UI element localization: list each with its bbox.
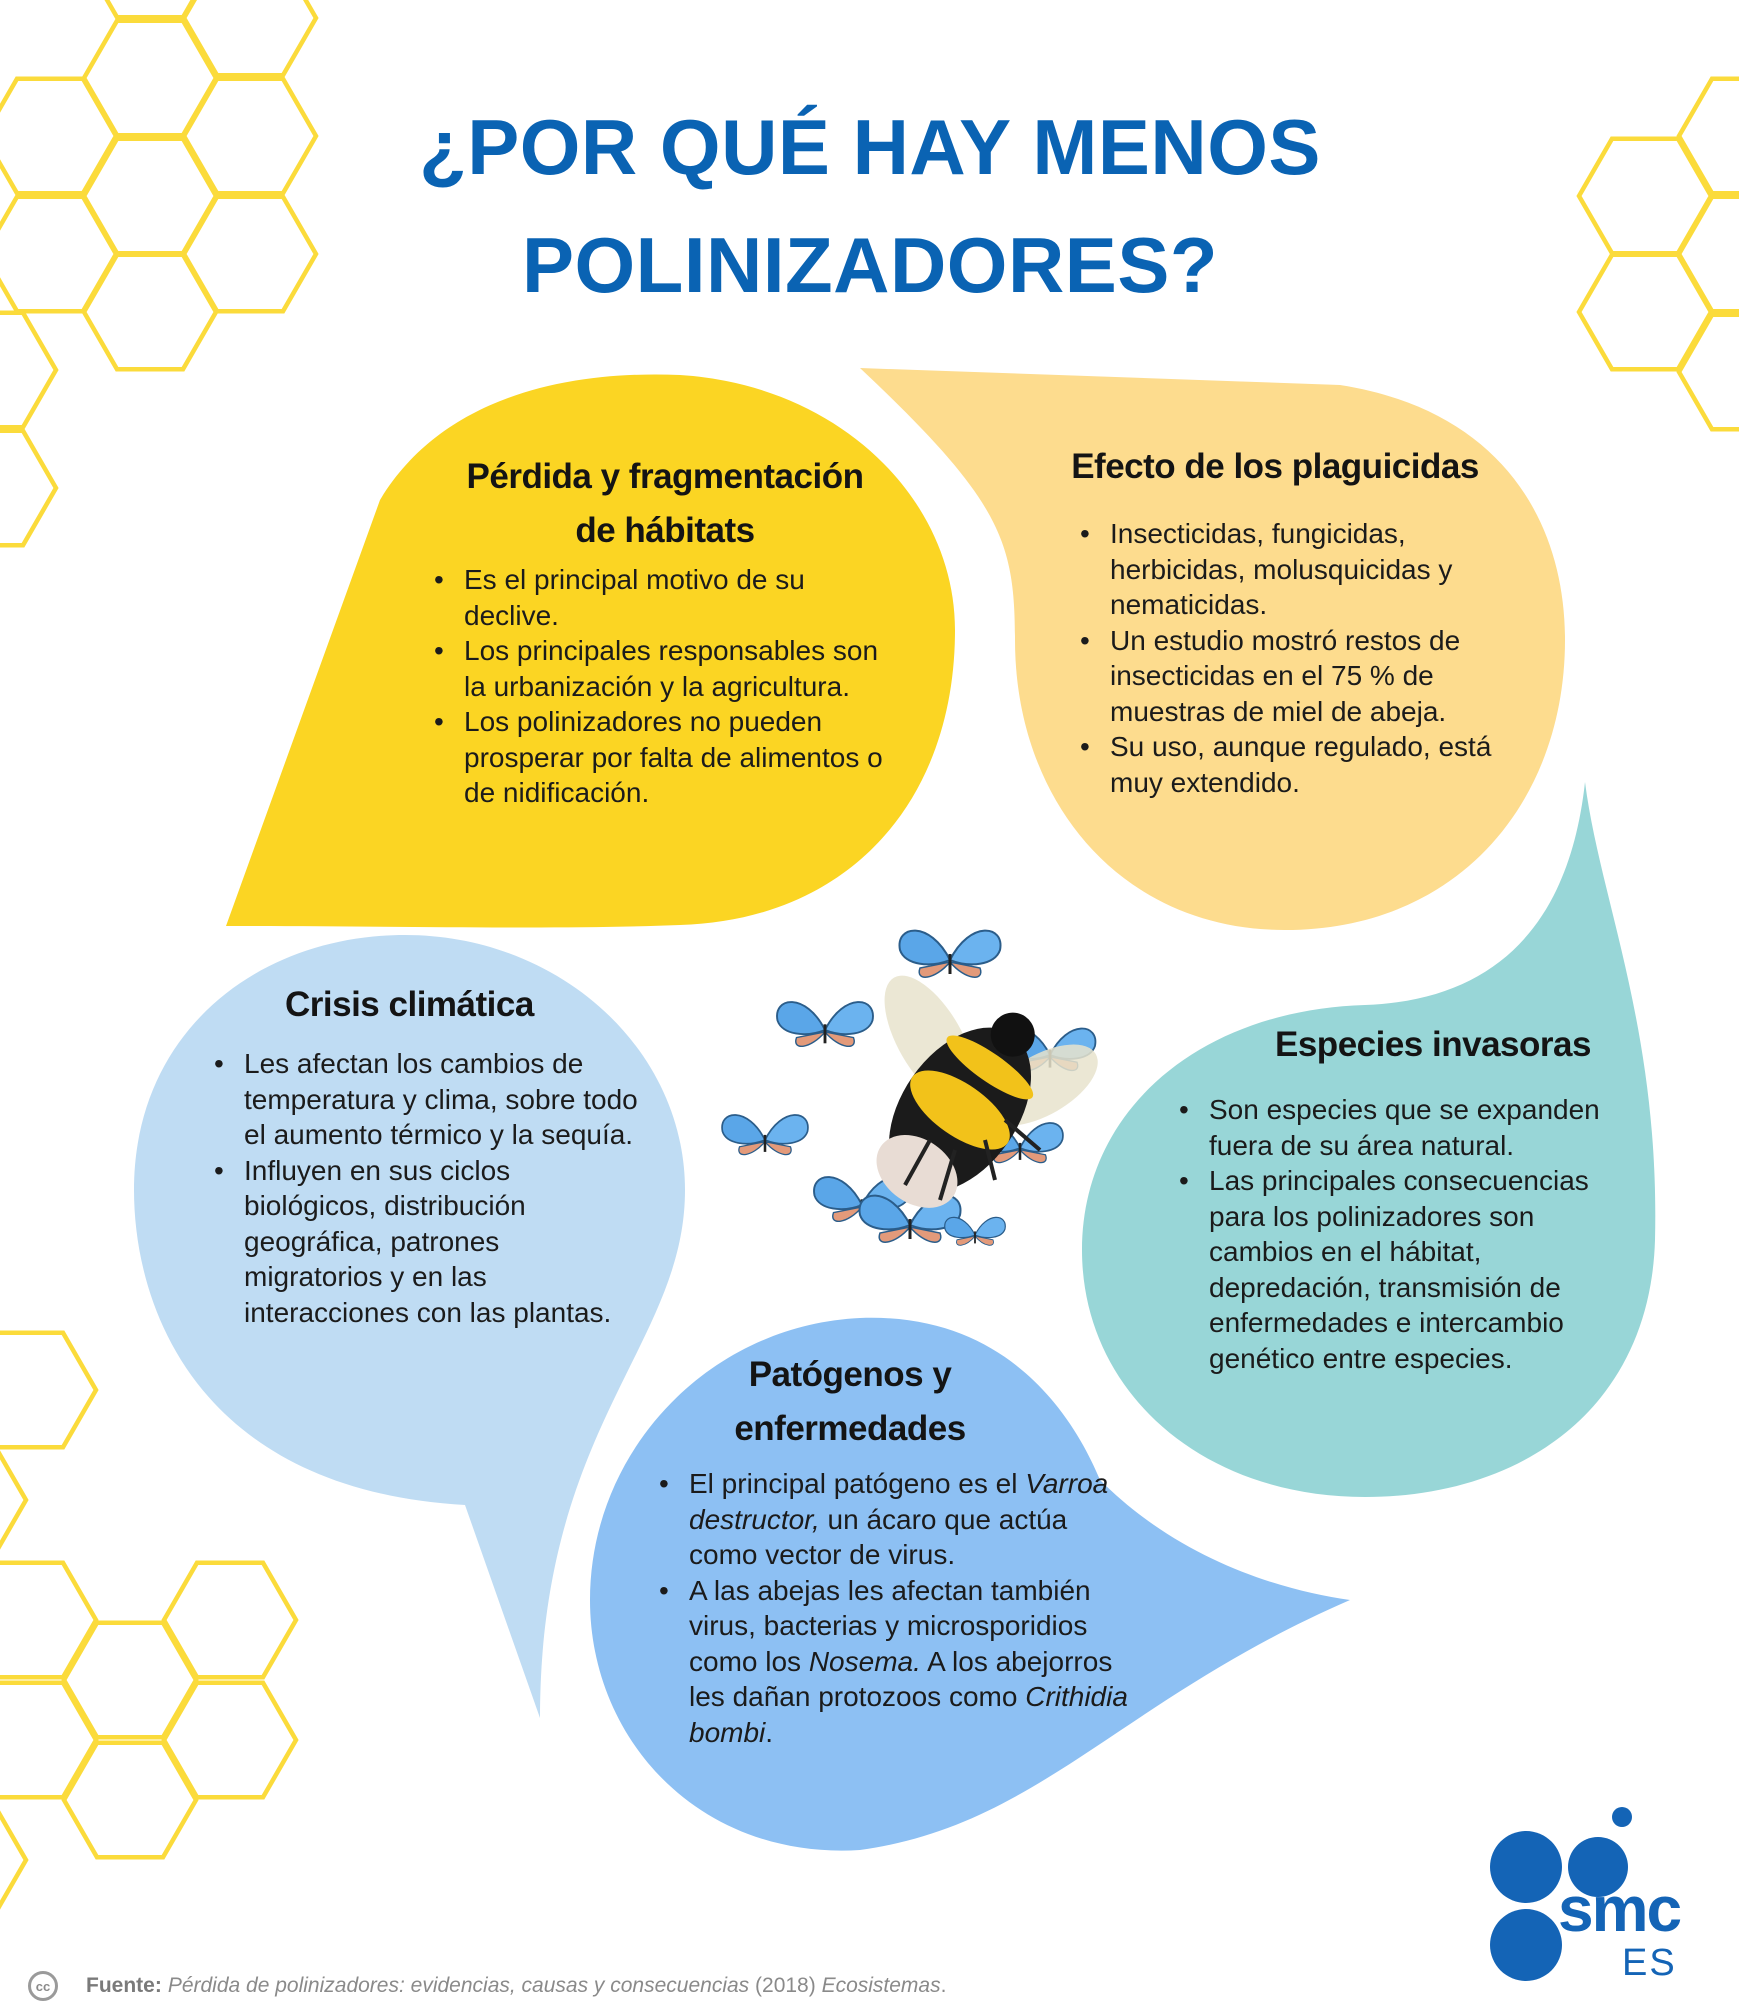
species-name: Crithidia bombi	[689, 1681, 1128, 1748]
invasive-card	[1175, 1018, 1625, 1376]
hexagon-shape	[0, 1333, 96, 1447]
hexagon-shape	[1679, 315, 1739, 429]
page-title	[270, 88, 1470, 324]
list-item: • Les afectan los cambios de temperatura y clima, sobre todo el aumento térmico y la sequía.	[244, 1046, 644, 1153]
list-item: • Son especies que se expanden fuera de su área natural.	[1209, 1092, 1629, 1163]
hexagon-shape	[0, 1563, 96, 1677]
logo-subtext: ES	[1622, 1942, 1677, 1984]
hexagon-shape	[84, 0, 216, 17]
footer-end: .	[940, 1974, 947, 1997]
pathogens-heading	[655, 1348, 1045, 1456]
pesticides-heading	[1050, 440, 1500, 494]
butterfly-icon	[777, 1002, 873, 1046]
climate-heading	[285, 978, 630, 1032]
hexagon-shape	[1679, 197, 1739, 311]
hexagon-shape	[0, 79, 116, 193]
hexagon-shape	[0, 1443, 26, 1557]
species-name: Varroa destructor,	[689, 1468, 1109, 1535]
species-name: Nosema.	[808, 1645, 921, 1677]
climate-card	[210, 978, 638, 1330]
invasive-heading	[1275, 1018, 1625, 1072]
pathogens-heading-line-2: enfermedades	[734, 1409, 966, 1448]
invasive-list	[1175, 1092, 1629, 1376]
title-line-1: ¿POR QUÉ HAY MENOS	[419, 103, 1321, 191]
pesticides-card	[1050, 440, 1500, 800]
footer-year: (2018)	[749, 1974, 822, 1997]
list-item: • El principal patógeno es el Varroa destructor, un ácaro que actúa como vector de virus.	[689, 1466, 1129, 1573]
butterfly-icon	[945, 1217, 1006, 1245]
pesticides-list	[1076, 516, 1520, 800]
hexagon-shape	[0, 1683, 96, 1797]
footer-source	[28, 1966, 946, 2006]
habitat-heading-line-2: de hábitats	[575, 511, 755, 550]
habitat-list	[430, 562, 884, 811]
list-item: • Su uso, aunque regulado, está muy extendido.	[1110, 729, 1520, 800]
list-item: • Influyen en sus ciclos biológicos, distribución geográfica, patrones migratorios y en las interacciones con las plantas.	[244, 1153, 644, 1331]
hexagon-shape	[184, 0, 316, 75]
list-item: • Un estudio mostró restos de insecticidas en el 75 % de muestras de miel de abeja.	[1110, 623, 1520, 730]
invasive-heading-line-1: Especies invasoras	[1275, 1025, 1591, 1064]
list-item: • Insecticidas, fungicidas, herbicidas, molusquicidas y nematicidas.	[1110, 516, 1520, 623]
pathogens-list	[655, 1466, 1129, 1750]
pesticides-heading-line-1: Efecto de los plaguicidas	[1071, 447, 1479, 486]
butterfly-icon	[722, 1115, 808, 1155]
list-item: • Los polinizadores no pueden prosperar por falta de alimentos o de nidificación.	[464, 704, 884, 811]
hexagon-shape	[0, 1803, 26, 1917]
hexagon-shape	[0, 313, 56, 427]
pathogens-heading-line-1: Patógenos y	[748, 1355, 952, 1394]
hexagon-shape	[0, 197, 116, 311]
bee-illustration	[722, 931, 1111, 1246]
habitat-heading-line-1: Pérdida y fragmentación	[466, 457, 864, 496]
habitat-heading	[430, 450, 900, 558]
climate-heading-line-1: Crisis climática	[285, 985, 534, 1024]
footer-journal: Ecosistemas	[821, 1974, 941, 1997]
list-item: • Los principales responsables son la urbanización y la agricultura.	[464, 633, 884, 704]
climate-list	[210, 1046, 644, 1330]
pathogens-card	[655, 1348, 1128, 1750]
title-line-2: POLINIZADORES?	[521, 221, 1218, 309]
footer-label: Fuente:	[86, 1974, 162, 1997]
list-item: • Las principales consecuencias para los polinizadores son cambios en el hábitat, depredación, transmisión de enfermedades e intercambio genético entre especies.	[1209, 1163, 1629, 1376]
logo-text: smc	[1558, 1873, 1681, 1945]
hexagon-shape	[0, 431, 56, 545]
list-item: • A las abejas les afectan también virus, bacterias y microsporidios como los Nosema. A los abejorros les dañan protozoos como Crithidia bombi.	[689, 1573, 1129, 1751]
cc-license-icon: cc	[28, 1971, 58, 2001]
footer-source-title: Pérdida de polinizadores: evidencias, causas y consecuencias	[167, 1974, 750, 1997]
list-item: • Es el principal motivo de su declive.	[464, 562, 884, 633]
butterfly-icon	[900, 931, 1001, 978]
habitat-card	[430, 450, 900, 811]
hexagon-shape	[1679, 79, 1739, 193]
